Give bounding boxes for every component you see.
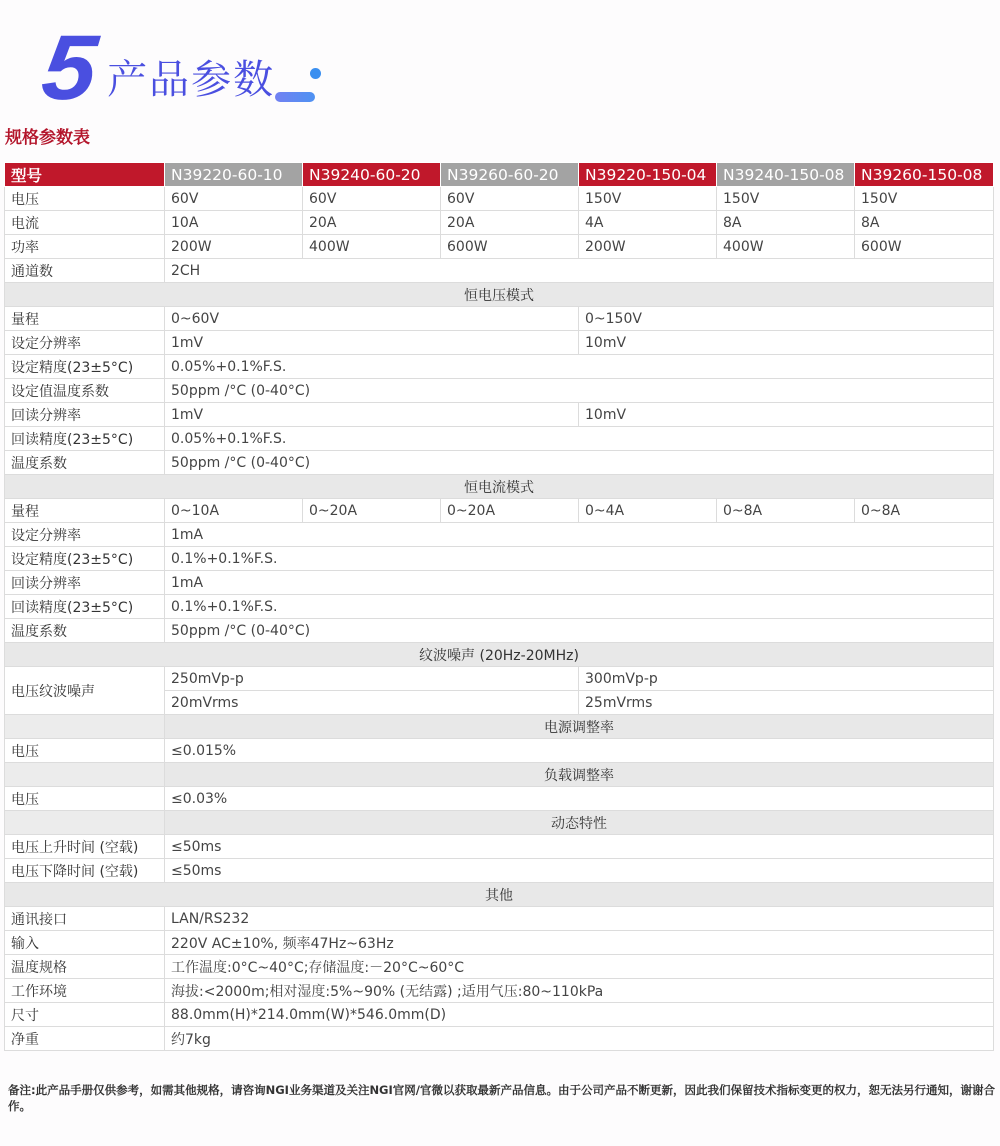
cell: 220V AC±10%, 频率47Hz~63Hz: [165, 931, 994, 955]
table-row: [5, 1003, 994, 1027]
type-label: 型号: [5, 163, 165, 187]
cell: 0.1%+0.1%F.S.: [165, 547, 994, 571]
cell: 0.05%+0.1%F.S.: [165, 427, 994, 451]
row-label: 电压: [5, 187, 165, 211]
section-row: [5, 475, 994, 499]
row-label: 设定精度(23±5°C): [5, 547, 165, 571]
section-row: [5, 715, 994, 739]
row-label: 电压下降时间 (空载): [5, 859, 165, 883]
model-header: N39260-150-08: [855, 163, 994, 187]
cell: 50ppm /°C (0-40°C): [165, 451, 994, 475]
row-label: 电压: [5, 739, 165, 763]
table-row: [5, 907, 994, 931]
table-row: [5, 571, 994, 595]
section-spacer: [5, 763, 165, 787]
section-spacer: [5, 715, 165, 739]
section-row: [5, 811, 994, 835]
table-row: [5, 331, 994, 355]
cell: 10mV: [579, 331, 994, 355]
table-row: [5, 355, 994, 379]
table-row: [5, 451, 994, 475]
section-heading: [37, 17, 276, 119]
spec-table: [4, 162, 994, 1051]
row-label: 通讯接口: [5, 907, 165, 931]
section-title: 恒电压模式: [5, 283, 994, 307]
cell: 0~60V: [165, 307, 579, 331]
cell: 600W: [855, 235, 994, 259]
cell: 1mA: [165, 523, 994, 547]
row-label: 净重: [5, 1027, 165, 1051]
cell: ≤0.015%: [165, 739, 994, 763]
table-row: [5, 787, 994, 811]
section-spacer: [5, 811, 165, 835]
cell: 0~10A: [165, 499, 303, 523]
footnote: 备注:此产品手册仅供参考，如需其他规格，请咨询NGI业务渠道及关注NGI官网/官微以获取最新产品信息。由于公司产品不断更新，因此我们保留技术指标变更的权力，恕无法另行通知，谢谢合作。: [8, 1083, 995, 1113]
cell: 8A: [717, 211, 855, 235]
table-row: [5, 859, 994, 883]
cell: 60V: [303, 187, 441, 211]
cell: 60V: [165, 187, 303, 211]
table-row: [5, 523, 994, 547]
row-label: 通道数: [5, 259, 165, 283]
cell: 88.0mm(H)*214.0mm(W)*546.0mm(D): [165, 1003, 994, 1027]
row-label: 回读分辨率: [5, 571, 165, 595]
cell: ≤50ms: [165, 859, 994, 883]
cell: 10A: [165, 211, 303, 235]
model-header: N39240-150-08: [717, 163, 855, 187]
row-label: 回读精度(23±5°C): [5, 595, 165, 619]
row-label: 电压上升时间 (空载): [5, 835, 165, 859]
cell: 600W: [441, 235, 579, 259]
cell: 0~4A: [579, 499, 717, 523]
table-row: [5, 259, 994, 283]
model-header: N39220-60-10: [165, 163, 303, 187]
table-row: [5, 187, 994, 211]
cell: 60V: [441, 187, 579, 211]
section-row: [5, 763, 994, 787]
table-row: [5, 379, 994, 403]
cell: 4A: [579, 211, 717, 235]
decorative-swoosh-icon: [275, 92, 315, 102]
cell: 0~8A: [717, 499, 855, 523]
table-row: [5, 979, 994, 1003]
row-label: 尺寸: [5, 1003, 165, 1027]
section-title: 负载调整率: [165, 763, 994, 787]
row-label: 回读精度(23±5°C): [5, 427, 165, 451]
table-row: [5, 547, 994, 571]
section-row: [5, 283, 994, 307]
cell: 0~150V: [579, 307, 994, 331]
cell: 20A: [303, 211, 441, 235]
cell: 海拔:<2000m;相对湿度:5%~90% (无结露) ;适用气压:80~110kPa: [165, 979, 994, 1003]
section-title: 其他: [5, 883, 994, 907]
cell: 20mVrms: [165, 691, 579, 715]
cell: 2CH: [165, 259, 994, 283]
row-label: 回读分辨率: [5, 403, 165, 427]
table-row: [5, 739, 994, 763]
row-label: 设定精度(23±5°C): [5, 355, 165, 379]
row-label: 输入: [5, 931, 165, 955]
cell: 0.05%+0.1%F.S.: [165, 355, 994, 379]
row-label: 功率: [5, 235, 165, 259]
cell: 300mVp-p: [579, 667, 994, 691]
row-label: 设定值温度系数: [5, 379, 165, 403]
cell: 400W: [303, 235, 441, 259]
cell: 1mV: [165, 403, 579, 427]
cell: 1mA: [165, 571, 994, 595]
cell: 10mV: [579, 403, 994, 427]
cell: 50ppm /°C (0-40°C): [165, 379, 994, 403]
table-row: [5, 955, 994, 979]
section-title: 产品参数: [107, 57, 276, 103]
model-header: N39240-60-20: [303, 163, 441, 187]
cell: 150V: [855, 187, 994, 211]
cell: 0~20A: [441, 499, 579, 523]
row-label: 设定分辨率: [5, 523, 165, 547]
row-label: 电压纹波噪声: [5, 667, 165, 715]
model-header: N39260-60-20: [441, 163, 579, 187]
table-row: [5, 595, 994, 619]
section-title: 恒电流模式: [5, 475, 994, 499]
table-row: [5, 931, 994, 955]
section-row: [5, 883, 994, 907]
cell: 0.1%+0.1%F.S.: [165, 595, 994, 619]
row-label: 量程: [5, 307, 165, 331]
cell: 0~8A: [855, 499, 994, 523]
cell: 工作温度:0°C~40°C;存储温度:－20°C~60°C: [165, 955, 994, 979]
cell: ≤0.03%: [165, 787, 994, 811]
row-label: 电压: [5, 787, 165, 811]
table-row: [5, 499, 994, 523]
decorative-dot-icon: [310, 68, 321, 79]
cell: 约7kg: [165, 1027, 994, 1051]
cell: 0~20A: [303, 499, 441, 523]
cell: 250mVp-p: [165, 667, 579, 691]
cell: 1mV: [165, 331, 579, 355]
section-title: 电源调整率: [165, 715, 994, 739]
row-label: 量程: [5, 499, 165, 523]
table-row: [5, 667, 994, 691]
row-label: 温度规格: [5, 955, 165, 979]
cell: 200W: [579, 235, 717, 259]
table-row: [5, 211, 994, 235]
section-row: [5, 643, 994, 667]
row-label: 设定分辨率: [5, 331, 165, 355]
table-row: [5, 403, 994, 427]
table-row: [5, 235, 994, 259]
section-title: 纹波噪声 (20Hz-20MHz): [5, 643, 994, 667]
row-label: 电流: [5, 211, 165, 235]
row-label: 温度系数: [5, 451, 165, 475]
table-row: [5, 1027, 994, 1051]
cell: 150V: [717, 187, 855, 211]
table-row: [5, 619, 994, 643]
cell: 150V: [579, 187, 717, 211]
cell: 200W: [165, 235, 303, 259]
section-number: 5: [37, 17, 100, 119]
section-title: 动态特性: [165, 811, 994, 835]
cell: ≤50ms: [165, 835, 994, 859]
model-header-row: [5, 163, 994, 187]
row-label: 温度系数: [5, 619, 165, 643]
cell: LAN/RS232: [165, 907, 994, 931]
cell: 20A: [441, 211, 579, 235]
cell: 8A: [855, 211, 994, 235]
cell: 25mVrms: [579, 691, 994, 715]
cell: 400W: [717, 235, 855, 259]
row-label: 工作环境: [5, 979, 165, 1003]
table-row: [5, 835, 994, 859]
table-title: 规格参数表: [5, 128, 90, 148]
table-row: [5, 427, 994, 451]
cell: 50ppm /°C (0-40°C): [165, 619, 994, 643]
model-header: N39220-150-04: [579, 163, 717, 187]
table-row: [5, 307, 994, 331]
